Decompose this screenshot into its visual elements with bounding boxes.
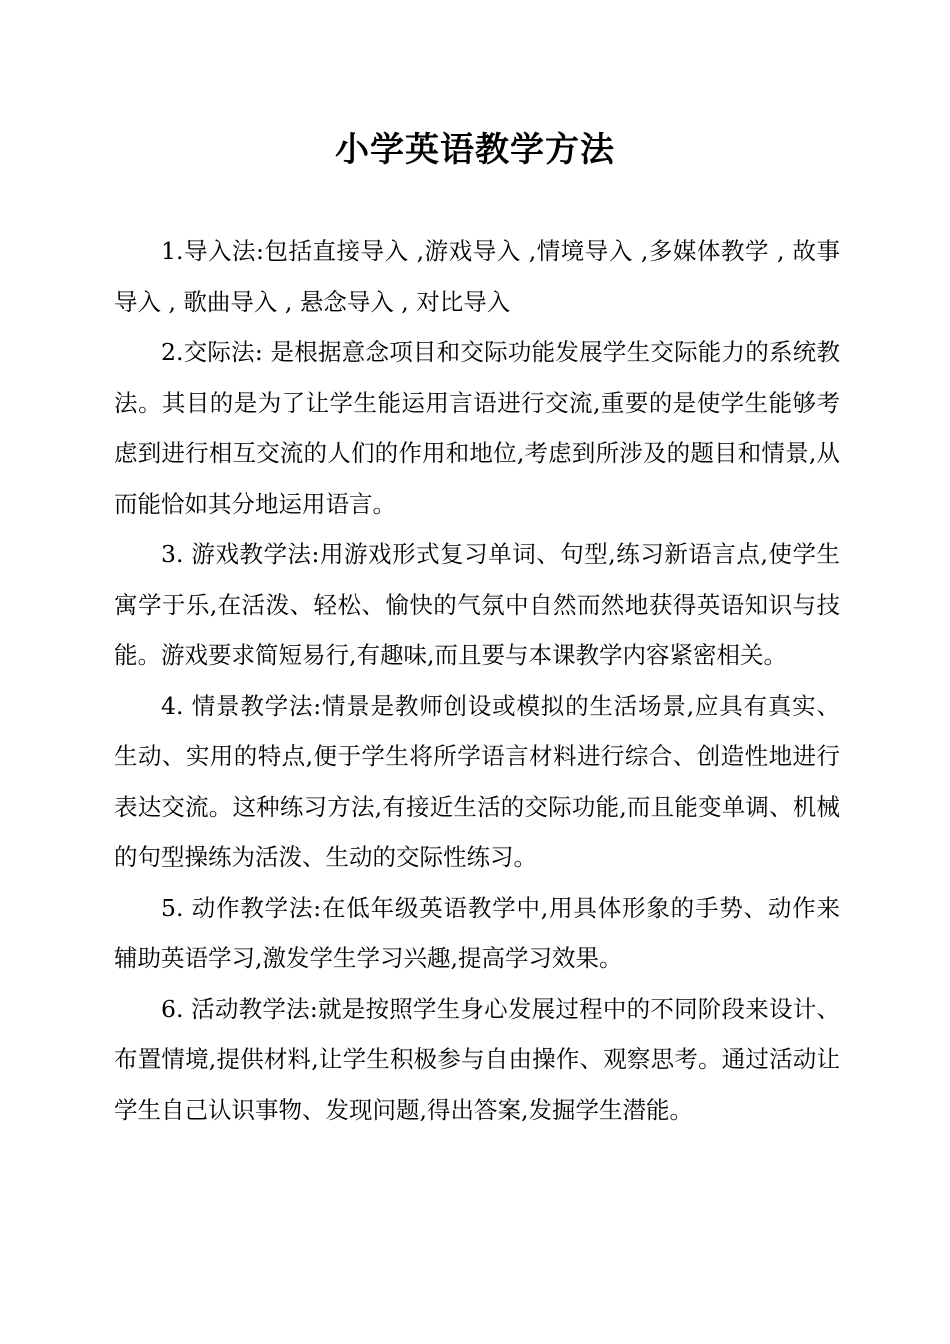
paragraph-activity-method: 6. 活动教学法:就是按照学生身心发展过程中的不同阶段来设计、布置情境,提供材料,让学生积极参与自由操作、观察思考。通过活动让学生自己认识事物、发现问题,得出答案,发掘学生潜能。	[114, 994, 840, 1124]
paragraph-action-method: 5. 动作教学法:在低年级英语教学中,用具体形象的手势、动作来辅助英语学习,激发学生学习兴趣,提高学习效果。	[114, 893, 840, 972]
paragraph-situational-method: 4. 情景教学法:情景是教师创设或模拟的生活场景,应具有真实、生动、实用的特点,便于学生将所学语言材料进行综合、创造性地进行表达交流。这种练习方法,有接近生活的交际功能,而且能变单调、机械的句型操练为活泼、生动的交际性练习。	[114, 691, 840, 871]
paragraph-communicative-method: 2.交际法: 是根据意念项目和交际功能发展学生交际能力的系统教法。其目的是为了让学生能运用言语进行交流,重要的是使学生能够考虑到进行相互交流的人们的作用和地位,考虑到所涉及的题目和情景,从而能恰如其分地运用语言。	[114, 338, 840, 518]
document-body	[114, 226, 840, 1135]
document-title: 小学英语教学方法	[335, 130, 615, 170]
paragraph-game-method: 3. 游戏教学法:用游戏形式复习单词、句型,练习新语言点,使学生寓学于乐,在活泼、轻松、愉快的气氛中自然而然地获得英语知识与技能。游戏要求简短易行,有趣味,而且要与本课教学内容紧密相关。	[114, 540, 840, 669]
paragraph-import-method: 1.导入法:包括直接导入 ,游戏导入 ,情境导入 ,多媒体教学 , 故事导入 , 歌曲导入 , 悬念导入 , 对比导入	[114, 237, 840, 316]
